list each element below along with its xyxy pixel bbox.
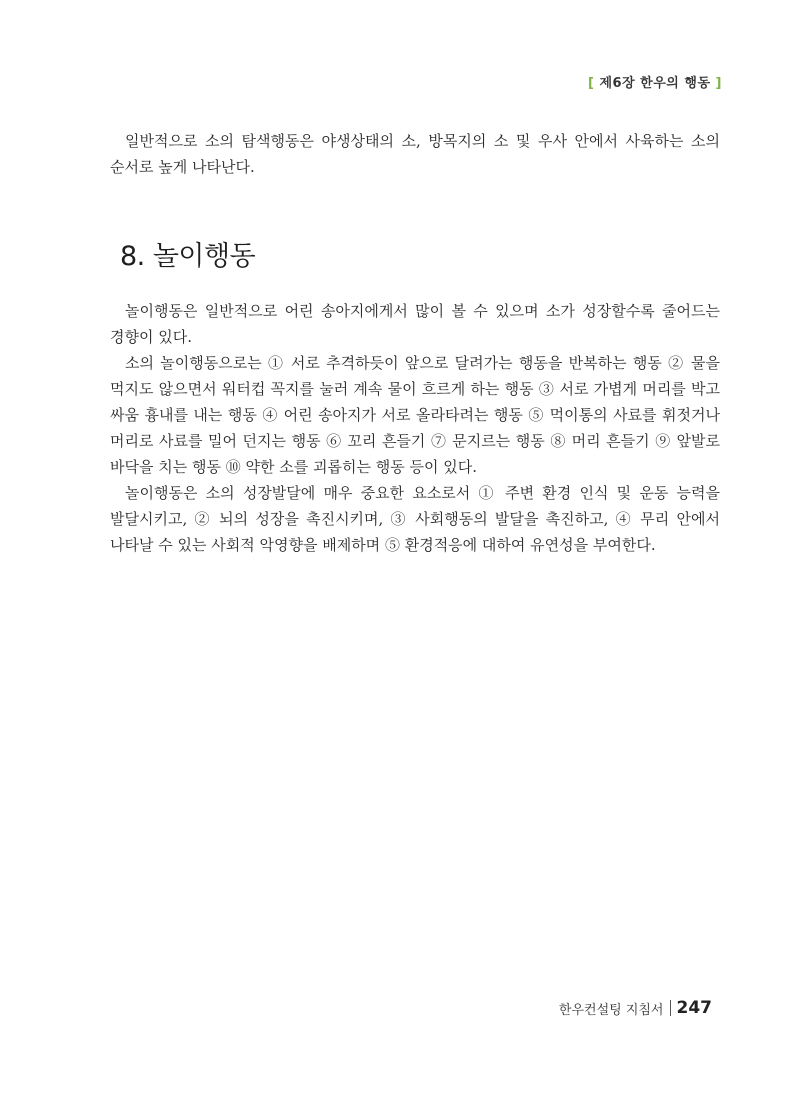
running-head-open-bracket: [ bbox=[588, 76, 595, 91]
chapter-title: 제6장 한우의 행동 bbox=[599, 76, 711, 91]
running-head bbox=[588, 72, 722, 91]
running-head-close-bracket: ] bbox=[715, 76, 722, 91]
paragraph-importance: 놀이행동은 소의 성장발달에 매우 중요한 요소로서 ① 주변 환경 인식 및 운동 능력을 발달시키고, ② 뇌의 성장을 촉진시키며, ③ 사회행동의 발달을 촉진하고, ④ 무리 안에서 나타날 수 있는 사회적 악영향을 배제하며 ⑤ 환경적응에 대하여 유연성을 부여한다. bbox=[110, 484, 720, 554]
footer-divider bbox=[670, 1000, 671, 1016]
page-footer bbox=[559, 998, 712, 1018]
intro-paragraph: 일반적으로 소의 탐색행동은 야생상태의 소, 방목지의 소 및 우사 안에서 사육하는 소의 순서로 높게 나타난다. bbox=[110, 132, 720, 176]
section-heading: 8. 놀이행동 bbox=[120, 241, 256, 272]
book-title: 한우컨설팅 지침서 bbox=[558, 1002, 664, 1018]
page-number: 247 bbox=[676, 998, 712, 1018]
paragraph-play-behaviors: 소의 놀이행동으로는 ① 서로 추격하듯이 앞으로 달려가는 행동을 반복하는 행동 ② 물을 먹지도 않으면서 워터컵 꼭지를 눌러 계속 물이 흐르게 하는 행동 ③ 서로 가볍게 머리를 박고 싸움 흉내를 내는 행동 ④ 어린 송아지가 서로 올라타려는 행동 ⑤ 먹이통의 사료를 휘젓거나 머리로 사료를 밀어 던지는 행동 ⑥ 꼬리 흔들기 ⑦ 문지르는 행동 ⑧ 머리 흔들기 ⑨ 앞발로 바닥을 치는 행동 ⑩ 약한 소를 괴롭히는 행동 등이 있다. bbox=[110, 354, 720, 476]
page-content bbox=[110, 128, 720, 558]
paragraph-definition: 놀이행동은 일반적으로 어린 송아지에게서 많이 볼 수 있으며 소가 성장할수록 줄어드는 경향이 있다. bbox=[110, 302, 720, 346]
